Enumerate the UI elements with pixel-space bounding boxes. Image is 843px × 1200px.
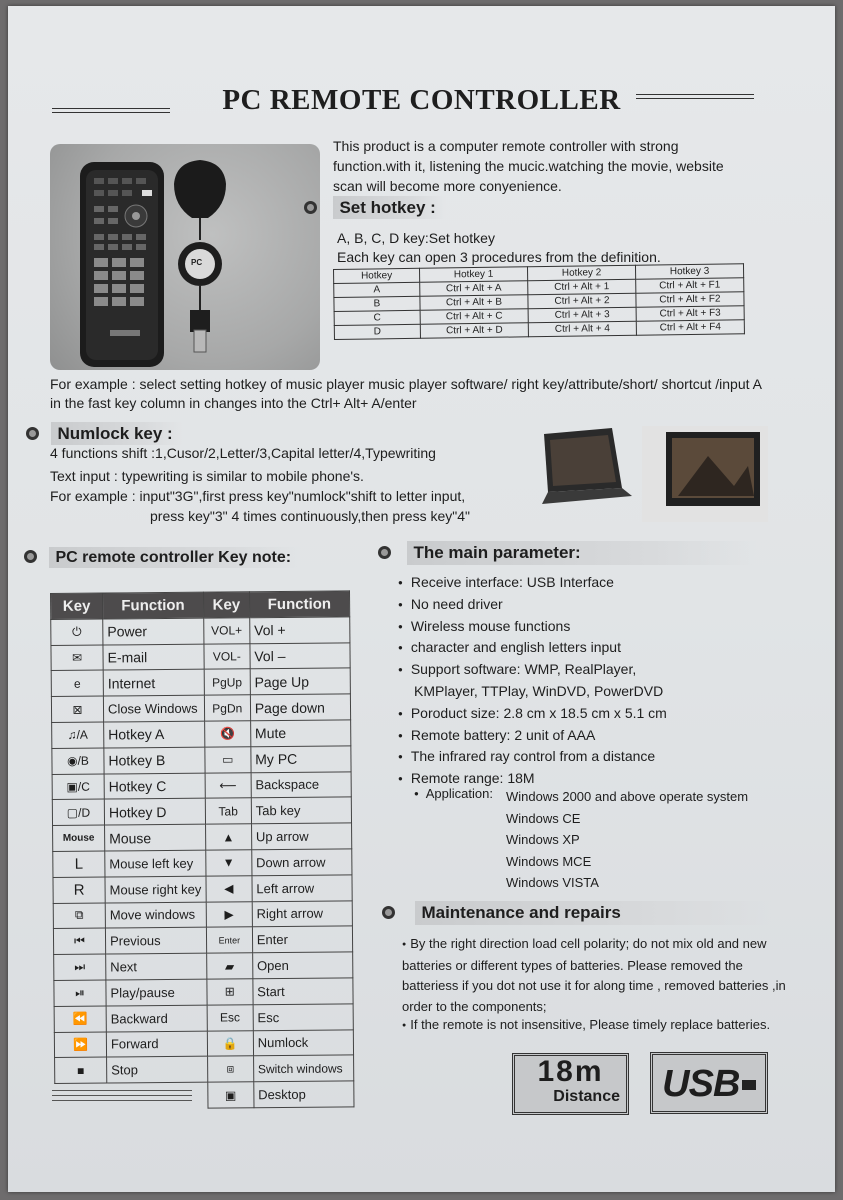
- maintenance-section: [382, 901, 782, 925]
- key-function: Vol –: [250, 642, 350, 669]
- numlock-line-2: Text input : typewriting is similar to mobile phone's.: [50, 468, 364, 484]
- key-function: Hotkey C: [104, 773, 205, 800]
- key-function: Up arrow: [251, 823, 351, 850]
- hotkey-cell: Ctrl + Alt + 3: [528, 307, 636, 323]
- table-row: [53, 849, 352, 877]
- key-function: Mute: [250, 720, 350, 747]
- computer-icon: ▭: [205, 747, 251, 773]
- hotkey-cell: Ctrl + Alt + F4: [636, 320, 744, 336]
- maintenance-text-1: By the right direction load cell polarity; do not mix old and new batteries or different types of batteries. Please removed the batteriess if you dot not use it for along time , removed batteries ,in order to the components;: [402, 936, 786, 1014]
- usb-badge: [650, 1052, 768, 1114]
- key-function: Down arrow: [252, 849, 352, 876]
- table-row: [54, 1004, 353, 1032]
- product-photo: [50, 144, 320, 370]
- previous-icon: ⏮: [53, 928, 105, 954]
- decorative-lines: [52, 1090, 192, 1105]
- up-arrow-icon: ▲: [205, 824, 251, 850]
- hotkey2-col-header: Hotkey 2: [527, 265, 635, 281]
- bullet-dot-icon: ●: [402, 1022, 407, 1029]
- key-function: Open: [252, 952, 352, 979]
- left-arrow-icon: ◀: [206, 876, 252, 902]
- os-item: Windows XP: [506, 832, 580, 847]
- right-click-key-label: R: [53, 877, 105, 903]
- section-bullet-icon: [378, 546, 391, 559]
- key-function: Mouse right key: [105, 876, 206, 903]
- folder-icon: ▰: [206, 953, 252, 979]
- set-hotkey-desc-1: A, B, C, D key:Set hotkey: [337, 230, 495, 246]
- bullet-dot-icon: ●: [402, 941, 407, 948]
- table-row: [51, 642, 350, 670]
- list-item: ● Support software: WMP, RealPlayer,: [398, 659, 798, 681]
- numlock-line-3: For example : input"3G",first press key"numlock"shift to letter input,: [50, 488, 466, 504]
- section-bullet-icon: [26, 427, 39, 440]
- hotkey-cell: Ctrl + Alt + F3: [636, 306, 744, 322]
- table-row: [52, 771, 351, 799]
- table-row: [51, 617, 350, 645]
- key-function: Desktop: [254, 1081, 354, 1108]
- table-row: [54, 1029, 353, 1057]
- function-col-header: Function: [103, 592, 204, 619]
- hotkey-cell: Ctrl + Alt + 2: [528, 293, 636, 309]
- key-function: Page Up: [250, 668, 350, 695]
- table-row: [52, 720, 351, 748]
- hotkey-cell: D: [334, 324, 420, 339]
- distance-label: Distance: [553, 1088, 620, 1105]
- vol-down-key-label: VOL-: [204, 643, 250, 669]
- hotkey-cell: A: [334, 282, 420, 297]
- numlock-line-1: 4 functions shift :1,Cusor/2,Letter/3,Capital letter/4,Typewriting: [50, 445, 436, 461]
- section-bullet-icon: [382, 906, 395, 919]
- table-row: [54, 952, 353, 980]
- fast-forward-icon: ⏩: [54, 1032, 106, 1058]
- hotkey-cell: Ctrl + Alt + 1: [528, 279, 636, 295]
- move-window-icon: ⧉: [53, 903, 105, 929]
- key-function: Close Windows: [103, 695, 204, 722]
- key-function: Vol +: [249, 617, 349, 644]
- key-note-heading: PC remote controller Key note:: [49, 547, 301, 568]
- hotkey3-col-header: Hotkey 3: [635, 264, 743, 280]
- key-function: Switch windows: [253, 1055, 353, 1082]
- hotkey-cell: B: [334, 296, 420, 311]
- key-function: Numlock: [253, 1029, 353, 1056]
- numlock-line-4: press key"3" 4 times continuously,then press key"4": [150, 508, 470, 524]
- main-parameter-heading: The main parameter:: [407, 541, 757, 565]
- play-pause-icon: ⏯: [54, 980, 106, 1006]
- page-title: PC REMOTE CONTROLLER: [222, 84, 621, 116]
- key-function: E-mail: [103, 644, 204, 671]
- table-row: [53, 926, 352, 954]
- distance-value: 18m: [537, 1055, 604, 1088]
- list-item: ● No need driver: [398, 594, 798, 616]
- key-function: Previous: [105, 928, 206, 955]
- key-function: Next: [106, 953, 207, 980]
- list-item-continuation: KMPlayer, TTPlay, WinDVD, PowerDVD: [414, 682, 664, 699]
- lock-icon: 🔒: [207, 1030, 253, 1056]
- maintenance-text-2: If the remote is not insensitive, Please timely replace batteries.: [410, 1017, 771, 1032]
- section-bullet-icon: [24, 550, 37, 563]
- distance-badge: [512, 1053, 629, 1115]
- hotkey-example: For example : select setting hotkey of music player music player software/ right key/attribute/short/ shortcut /input A in the fast key column in changes into the Ctrl+ Alt+ A/enter: [50, 376, 762, 411]
- usb-logo-text: USB: [662, 1063, 740, 1105]
- key-function: Enter: [252, 926, 352, 953]
- receiver-logo-text: PC: [191, 258, 203, 267]
- key-function: Right arrow: [252, 900, 352, 927]
- os-item: Windows MCE: [506, 853, 592, 869]
- left-click-key-label: L: [53, 851, 105, 877]
- table-row: [55, 1055, 354, 1083]
- table-row: [53, 900, 352, 928]
- list-item: ● Remote battery: 2 unit of AAA: [398, 725, 798, 747]
- table-row: [52, 797, 351, 825]
- table-row: [51, 694, 350, 722]
- email-icon: ✉: [51, 645, 103, 671]
- usb-plug-icon: [742, 1080, 756, 1090]
- vol-up-key-label: VOL+: [203, 618, 249, 644]
- hotkey-table: [333, 263, 745, 340]
- tv-icon: ▢/D: [52, 799, 104, 825]
- remote-and-receiver-illustration: [50, 144, 320, 370]
- key-function: Hotkey D: [104, 799, 205, 826]
- function-col-header-2: Function: [249, 591, 349, 618]
- switch-windows-icon: ⧈: [207, 1056, 253, 1082]
- hotkey-cell: Ctrl + Alt + B: [420, 295, 528, 311]
- hotkey1-col-header: Hotkey 1: [419, 267, 527, 283]
- list-item: ● Wireless mouse functions: [398, 616, 798, 638]
- intro-text: This product is a computer remote controller with strong function.with it, listening the mucic.watching the movie, website scan will become more conyenience.: [333, 138, 724, 194]
- hotkey-cell: C: [334, 310, 420, 325]
- key-note-header: [51, 591, 350, 619]
- key-function: Mouse: [105, 824, 206, 851]
- hotkey-cell: Ctrl + Alt + A: [420, 281, 528, 297]
- set-hotkey-heading: Set hotkey :: [333, 196, 445, 219]
- key-function: Left arrow: [252, 875, 352, 902]
- power-icon: ⏻: [51, 619, 103, 645]
- close-window-icon: ⊠: [51, 696, 103, 722]
- key-col-header: Key: [51, 593, 103, 619]
- key-function: Move windows: [105, 902, 206, 929]
- hotkey-cell: Ctrl + Alt + C: [420, 309, 528, 325]
- key-function: Hotkey B: [104, 747, 205, 774]
- key-function: Stop: [107, 1056, 208, 1083]
- rewind-icon: ⏪: [54, 1006, 106, 1032]
- table-row: [51, 668, 350, 696]
- os-item: Windows 2000 and above operate system: [506, 789, 749, 804]
- key-note-table: [50, 590, 354, 1110]
- stop-icon: ■: [55, 1057, 107, 1083]
- music-icon: ♫/A: [52, 722, 104, 748]
- mouse-key-label: Mouse: [53, 825, 105, 851]
- hotkey-cell: Ctrl + Alt + F2: [636, 292, 744, 308]
- set-hotkey-section: [304, 198, 500, 218]
- list-item: ● The infrared ray control from a distance: [398, 746, 798, 768]
- key-function: Forward: [106, 1031, 207, 1058]
- parameter-list: [398, 572, 798, 790]
- key-function: Hotkey A: [104, 721, 205, 748]
- page-down-key-label: PgDn: [204, 695, 250, 721]
- section-bullet-icon: [304, 201, 317, 214]
- key-function: Tab key: [251, 797, 351, 824]
- maintenance-heading: Maintenance and repairs: [415, 901, 771, 925]
- esc-key-label: Esc: [207, 1004, 253, 1030]
- disc-icon: ◉/B: [52, 748, 104, 774]
- list-item: ● Remote range: 18M: [398, 768, 798, 790]
- list-item: ● character and english letters input: [398, 637, 798, 659]
- maintenance-item-1: [402, 934, 796, 1017]
- numlock-section: [26, 424, 226, 444]
- maintenance-item-2: [402, 1015, 796, 1037]
- key-function: My PC: [251, 746, 351, 773]
- key-note-section: [24, 549, 344, 567]
- os-item: Windows CE: [506, 810, 581, 826]
- down-arrow-icon: ▼: [206, 850, 252, 876]
- table-row: [54, 978, 353, 1006]
- laptop-and-screen-illustration: [538, 426, 770, 530]
- internet-icon: e: [51, 670, 103, 696]
- page-up-key-label: PgUp: [204, 669, 250, 695]
- list-item: ● Receive interface: USB Interface: [398, 572, 798, 594]
- key-function: Page down: [250, 694, 350, 721]
- mute-icon: 🔇: [204, 721, 250, 747]
- key-function: Start: [253, 978, 353, 1005]
- main-parameter-section: [378, 541, 768, 565]
- numlock-heading: Numlock key :: [51, 422, 182, 445]
- application-os-list: [506, 786, 806, 894]
- bullet-dot-icon: ●: [414, 789, 419, 798]
- windows-start-icon: ⊞: [207, 979, 253, 1005]
- key-function: Power: [103, 618, 204, 645]
- table-row: [53, 875, 352, 903]
- hotkey-cell: Ctrl + Alt + D: [420, 323, 528, 339]
- hotkey-col-header: Hotkey: [334, 268, 420, 283]
- tab-key-label: Tab: [205, 798, 251, 824]
- key-function: Backspace: [251, 771, 351, 798]
- os-item: Windows VISTA: [506, 875, 599, 890]
- key-function: Internet: [103, 670, 204, 697]
- next-icon: ⏭: [54, 954, 106, 980]
- table-row: [53, 823, 352, 851]
- set-hotkey-desc-2: Each key can open 3 procedures from the definition.: [337, 249, 661, 265]
- key-col-header-2: Key: [203, 592, 249, 618]
- application-label: Application:: [425, 786, 493, 801]
- camera-icon: ▣/C: [52, 774, 104, 800]
- desktop-icon: ▣: [208, 1082, 254, 1108]
- key-function: Mouse left key: [105, 850, 206, 877]
- key-function: Esc: [253, 1004, 353, 1031]
- hotkey-cell: Ctrl + Alt + 4: [528, 321, 636, 337]
- enter-key-label: Enter: [206, 927, 252, 953]
- backspace-icon: ⟵: [205, 772, 251, 798]
- table-row: [52, 746, 351, 774]
- right-arrow-icon: ▶: [206, 901, 252, 927]
- hotkey-cell: Ctrl + Alt + F1: [636, 278, 744, 294]
- device-photos: [538, 426, 770, 530]
- key-function: Play/pause: [106, 979, 207, 1006]
- list-item: ● Poroduct size: 2.8 cm x 18.5 cm x 5.1 cm: [398, 703, 798, 725]
- key-function: Backward: [106, 1005, 207, 1032]
